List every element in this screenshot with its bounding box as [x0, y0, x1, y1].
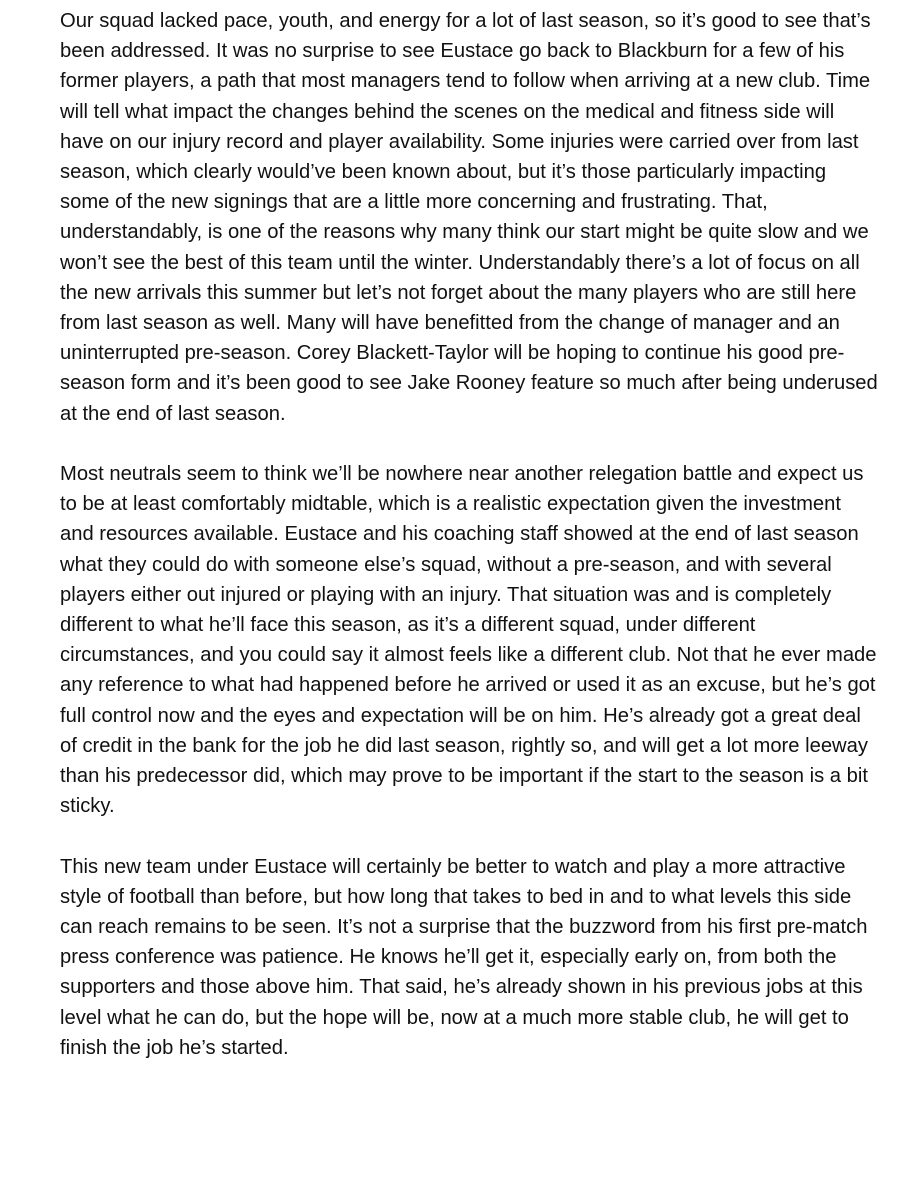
paragraph-1: Our squad lacked pace, youth, and energy for a lot of last season, so it’s good to see that’s been addressed. It was no surprise to see Eustace go back to Blackburn for a few of his former players, a path that most managers tend to follow when arriving at a new club. Time will tell what impact the changes behind the scenes on the medical and fitness side will have on our injury record and player availability. Some injuries were carried over from last season, which clearly would’ve been known about, but it’s those particularly impacting some of the new signings that are a little more concerning and frustrating. That, understandably, is one of the reasons why many think our start might be quite slow and we won’t see the best of this team until the winter. Understandably there’s a lot of focus on all the new arrivals this summer but let’s not forget about the many players who are still here from last season as well. Many will have benefitted from the change of manager and an uninterrupted pre-season. Corey Blackett-Taylor will be hoping to continue his good pre-season form and it’s been good to see Jake Rooney feature so much after being underused at the end of last season. — [60, 10, 878, 425]
document-body — [60, 6, 880, 1063]
paragraph-2: Most neutrals seem to think we’ll be nowhere near another relegation battle and expect us to be at least comfortably midtable, which is a realistic expectation given the investment and resources available. Eustace and his coaching staff showed at the end of last season what they could do with someone else’s squad, without a pre-season, and with several players either out injured or playing with an injury. That situation was and is completely different to what he’ll face this season, as it’s a different squad, under different circumstances, and you could say it almost feels like a different club. Not that he ever made any reference to what had happened before he arrived or used it as an excuse, but he’s got full control now and the eyes and expectation will be on him. He’s already got a great deal of credit in the bank for the job he did last season, rightly so, and will get a lot more leeway than his predecessor did, which may prove to be important if the start to the season is a bit sticky. — [60, 463, 877, 818]
paragraph-3: This new team under Eustace will certainly be better to watch and play a more attractive style of football than before, but how long that takes to bed in and to what levels this side can reach remains to be seen. It’s not a surprise that the buzzword from his first pre-match press conference was patience. He knows he’ll get it, especially early on, from both the supporters and those above him. That said, he’s already shown in his previous jobs at this level what he can do, but the hope will be, now at a much more stable club, he will get to finish the job he’s started. — [60, 855, 868, 1059]
